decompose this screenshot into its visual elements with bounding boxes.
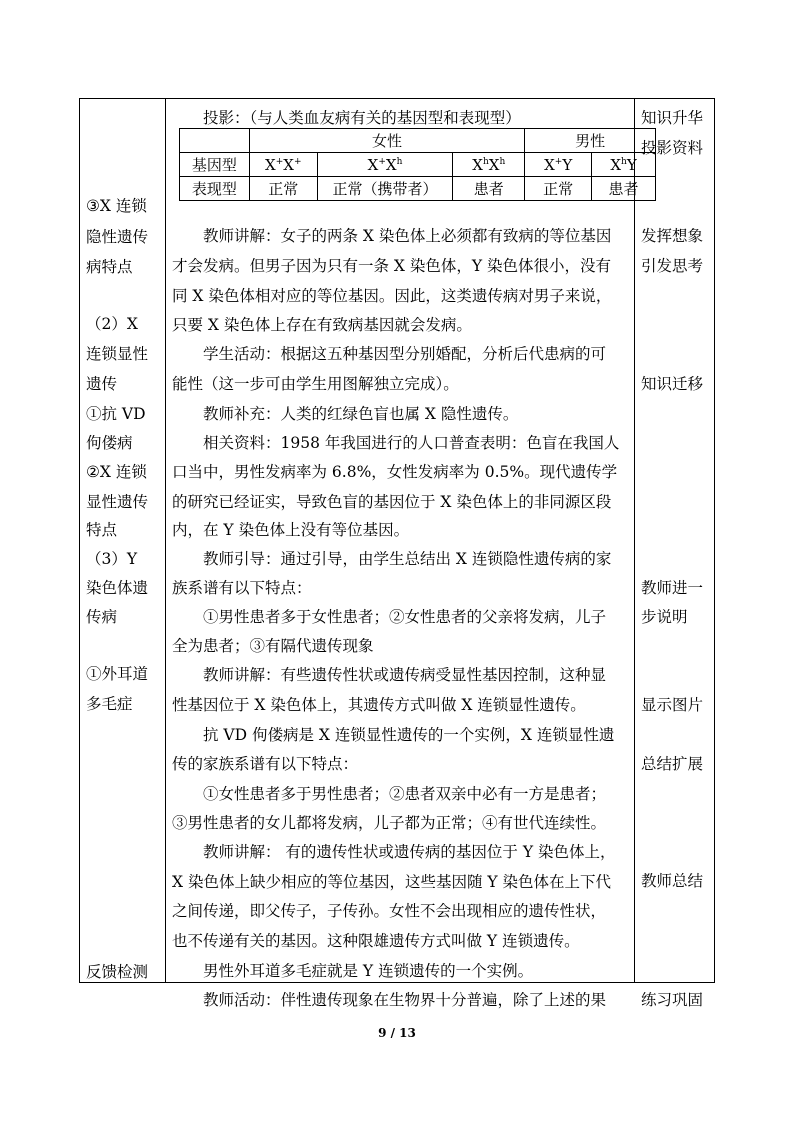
left-line: ①抗 VD [86, 405, 146, 423]
right-line: 步说明 [641, 608, 688, 626]
left-line: 多毛症 [86, 695, 133, 713]
body-line: 能性（这一步可由学生用图解独立完成）。 [172, 375, 459, 393]
phenotype-cell: 正常 [249, 177, 317, 201]
body-line: 族系谱有以下特点： [172, 579, 312, 597]
body-line: ③男性患者的女儿都将发病，儿子都为正常；④有世代连续性。 [172, 814, 607, 832]
genotype-table [179, 128, 656, 201]
right-line: 教师总结 [641, 872, 704, 890]
genotype-cell: $X^hX^h$ [453, 153, 525, 177]
genotype-label: 基因型 [180, 153, 250, 177]
body-line: 教师引导：通过引导，由学生总结出 X 连锁隐性遗传病的家 [203, 550, 612, 568]
body-line: 同 X 染色体相对应的等位基因。因此，这类遗传病对男子来说， [172, 287, 612, 305]
genotype-cell: X+X+ [249, 153, 317, 177]
body-line: 教师讲解：有些遗传性状或遗传病受显性基因控制，这种显 [203, 666, 607, 684]
phenotype-cell: 患者 [592, 177, 656, 201]
left-line: ③X 连锁 [86, 197, 147, 215]
genotype-cell: X+Y [525, 153, 592, 177]
male-header: 男性 [525, 129, 656, 153]
body-line: ①女性患者多于男性患者；②患者双亲中必有一方是患者； [203, 785, 607, 803]
body-line: 内，在 Y 染色体上没有等位基因。 [172, 521, 410, 539]
genotype-cell: $X^hY$ [592, 153, 656, 177]
left-line: 显性遗传 [86, 493, 149, 511]
body-line: 传的家族系谱有以下特点： [172, 755, 359, 773]
female-header: 女性 [249, 129, 524, 153]
body-line: 相关资料：1958 年我国进行的人口普查表明：色盲在我国人 [203, 434, 620, 452]
left-line: 隐性遗传 [86, 228, 149, 246]
right-line: 知识迁移 [641, 375, 704, 393]
left-line: 遗传 [86, 375, 118, 393]
table-row [180, 153, 656, 177]
right-line: 发挥想象 [641, 227, 704, 245]
page-number: 9 / 13 [378, 1026, 416, 1040]
body-line: 教师讲解： 有的遗传性状或遗传病的基因位于 Y 染色体上， [203, 843, 616, 861]
body-line: 的研究已经证实，导致色盲的基因位于 X 染色体上的非同源区段 [172, 493, 612, 511]
left-line: （2）X [86, 315, 138, 333]
body-line: 才会发病。但男子因为只有一条 X 染色体，Y 染色体很小，没有 [172, 257, 612, 275]
right-line: 显示图片 [641, 696, 704, 714]
body-line: 之间传递，即父传子，子传孙。女性不会出现相应的遗传性状， [172, 902, 607, 920]
phenotype-cell: 正常（携带者） [317, 177, 453, 201]
phenotype-cell: 患者 [453, 177, 525, 201]
body-line: 口当中，男性发病率为 6.8%，女性发病率为 0.5%。现代遗传学 [172, 463, 618, 481]
body-line: ①男性患者多于女性患者；②女性患者的父亲将发病，儿子 [203, 608, 607, 626]
table-row [180, 177, 656, 201]
body-line: 也不传递有关的基因。这种限雄遗传方式叫做 Y 连锁遗传。 [172, 932, 580, 950]
phenotype-cell: 正常 [525, 177, 592, 201]
column-divider-right [634, 98, 635, 982]
left-line: 反馈检测 [86, 963, 149, 981]
left-line: 染色体遗 [86, 579, 149, 597]
left-line: 佝偻病 [86, 434, 133, 452]
left-line: ②X 连锁 [86, 463, 147, 481]
left-line: 特点 [86, 521, 118, 539]
genotype-cell: $X^+X^h$ [317, 153, 453, 177]
body-line: 抗 VD 佝偻病是 X 连锁显性遗传的一个实例，X 连锁显性遗 [203, 726, 615, 744]
body-line: 只要 X 染色体上存在有致病基因就会发病。 [172, 316, 472, 334]
body-line: 性基因位于 X 染色体上，其遗传方式叫做 X 连锁显性遗传。 [172, 696, 586, 714]
left-line: ①外耳道 [86, 665, 149, 683]
projection-title: 投影：（与人类血友病有关的基因型和表现型） [203, 109, 521, 127]
right-line: 总结扩展 [641, 755, 704, 773]
table-row [180, 129, 656, 153]
right-line: 引发思考 [641, 257, 704, 275]
column-divider-left [165, 98, 166, 982]
table-cell [180, 129, 250, 153]
right-line: 投影资料 [641, 139, 704, 157]
phenotype-label: 表现型 [180, 177, 250, 201]
body-line: 全为患者；③有隔代遗传现象 [172, 637, 374, 655]
right-line: 教师进一 [641, 579, 704, 597]
left-line: 传病 [86, 608, 118, 626]
body-line: 教师活动：伴性遗传现象在生物界十分普遍，除了上述的果 [203, 991, 607, 1009]
left-line: 病特点 [86, 258, 133, 276]
body-line: 教师补充：人类的红绿色盲也属 X 隐性遗传。 [203, 405, 519, 423]
body-line: 学生活动：根据这五种基因型分别婚配，分析后代患病的可 [203, 345, 607, 363]
left-line: 连锁显性 [86, 345, 149, 363]
right-line: 知识升华 [641, 109, 704, 127]
body-line: 男性外耳道多毛症就是 Y 连锁遗传的一个实例。 [203, 962, 534, 980]
body-line: 教师讲解：女子的两条 X 染色体上必须都有致病的等位基因 [203, 227, 612, 245]
right-line: 练习巩固 [641, 991, 704, 1009]
left-line: （3）Y [86, 550, 138, 568]
body-line: X 染色体上缺少相应的等位基因，这些基因随 Y 染色体在上下代 [172, 873, 612, 891]
